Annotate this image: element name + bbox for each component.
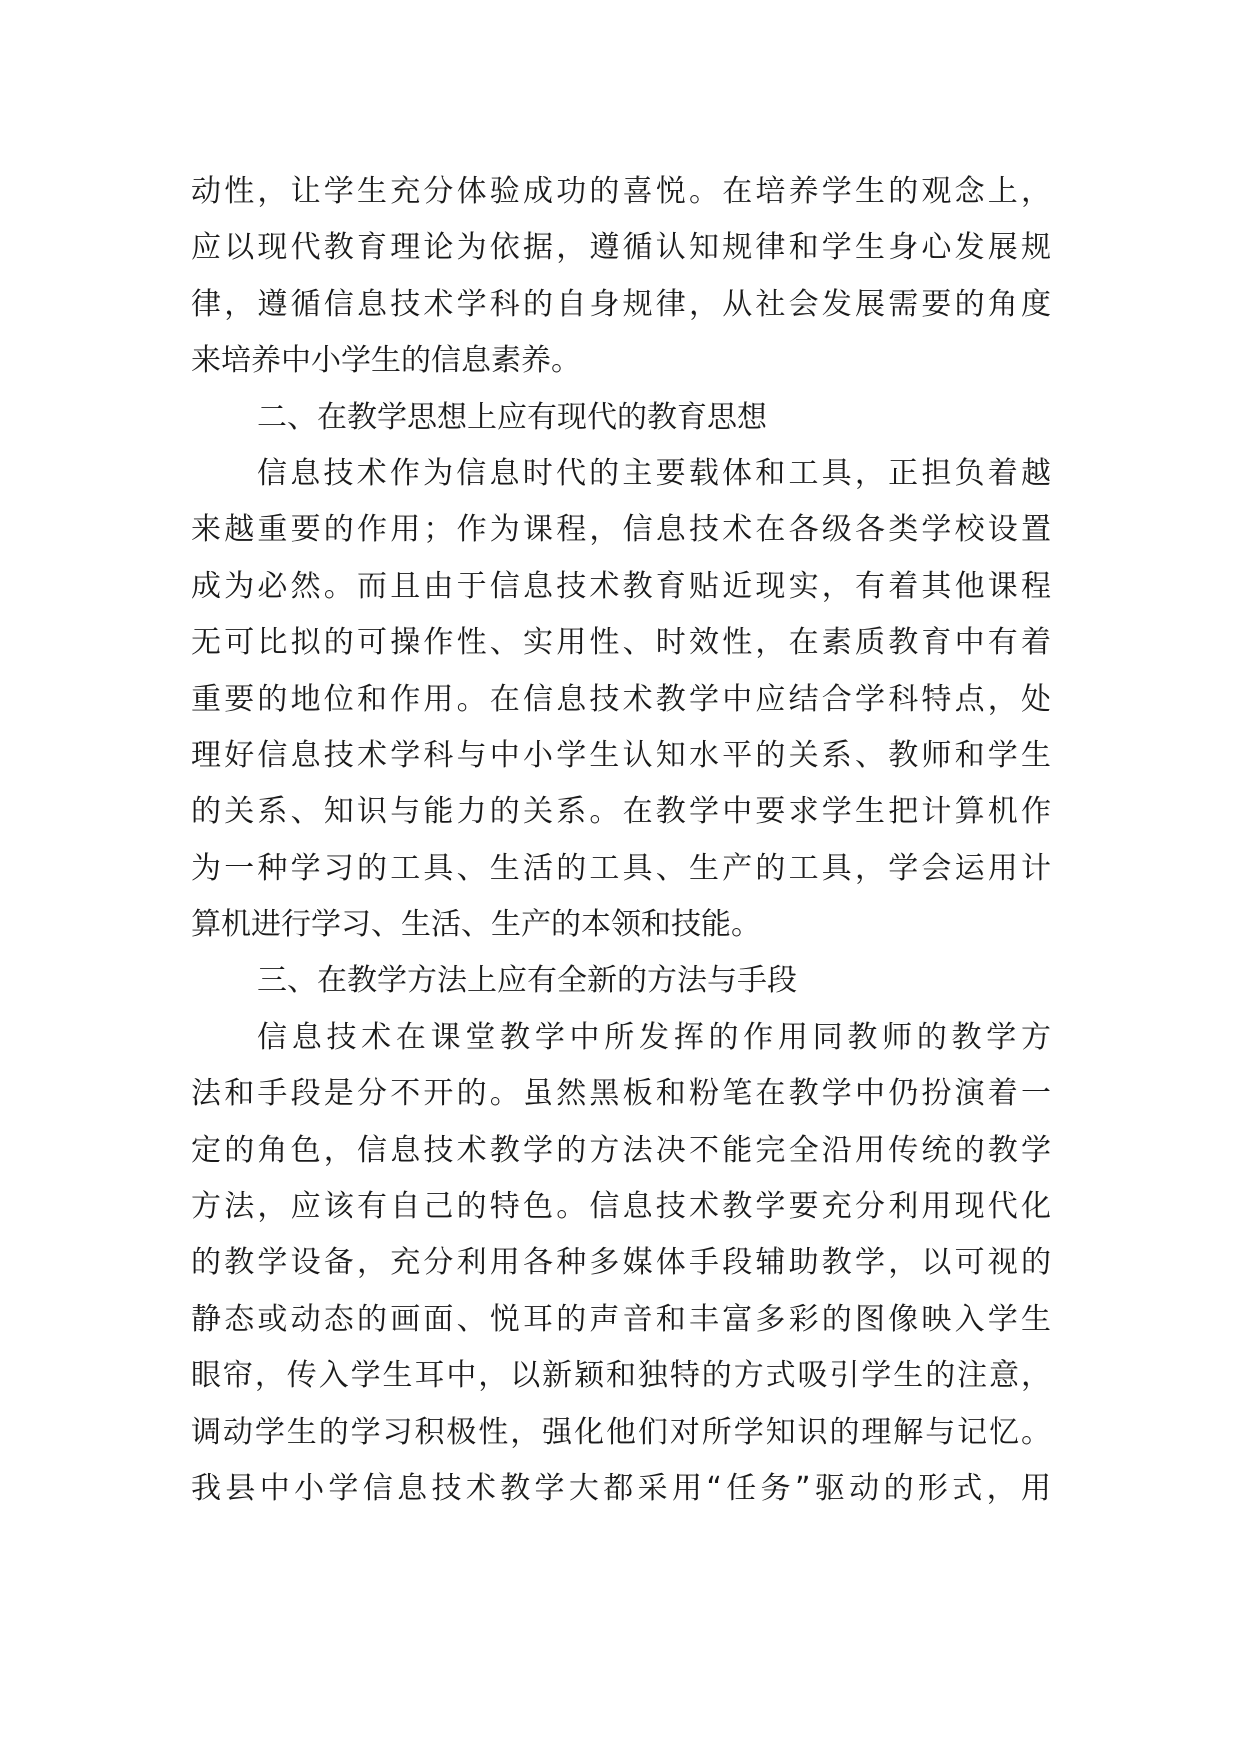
text-line: 算机进行学习、生活、生产的本领和技能。 [191,907,761,943]
text-line: 我县中小学信息技术教学大都采用“任务”驱动的形式，用 [191,1470,1051,1506]
text-line: 无可比拟的可操作性、实用性、时效性，在素质教育中有着 [191,625,1051,661]
text-line: 应以现代教育理论为依据，遵循认知规律和学生身心发展规 [191,230,1051,266]
text-line: 来培养中小学生的信息素养。 [191,343,581,379]
text-line: 信息技术在课堂教学中所发挥的作用同教师的教学方 [257,1019,1051,1055]
text-line: 三、在教学方法上应有全新的方法与手段 [257,963,797,999]
text-line: 法和手段是分不开的。虽然黑板和粉笔在教学中仍扮演着一 [191,1076,1051,1112]
text-line: 的教学设备，充分利用各种多媒体手段辅助教学，以可视的 [191,1245,1051,1281]
text-line: 理好信息技术学科与中小学生认知水平的关系、教师和学生 [191,737,1051,773]
text-line: 定的角色，信息技术教学的方法决不能完全沿用传统的教学 [191,1132,1051,1168]
text-line: 来越重要的作用；作为课程，信息技术在各级各类学校设置 [191,512,1051,548]
text-line: 重要的地位和作用。在信息技术教学中应结合学科特点，处 [191,681,1051,717]
text-line: 调动学生的学习积极性，强化他们对所学知识的理解与记忆。 [191,1414,1051,1450]
text-line: 为一种学习的工具、生活的工具、生产的工具，学会运用计 [191,850,1051,886]
text-line: 动性，让学生充分体验成功的喜悦。在培养学生的观念上， [191,174,1051,209]
text-line: 信息技术作为信息时代的主要载体和工具，正担负着越 [257,455,1051,491]
body-text [191,164,1051,1517]
text-line: 的关系、知识与能力的关系。在教学中要求学生把计算机作 [191,794,1051,830]
text-line: 成为必然。而且由于信息技术教育贴近现实，有着其他课程 [191,568,1051,604]
text-line: 律，遵循信息技术学科的自身规律，从社会发展需要的角度 [191,286,1051,322]
text-line: 眼帘，传入学生耳中，以新颖和独特的方式吸引学生的注意， [191,1358,1051,1394]
text-line: 静态或动态的画面、悦耳的声音和丰富多彩的图像映入学生 [191,1301,1051,1337]
text-line: 二、在教学思想上应有现代的教育思想 [257,399,767,435]
text-line: 方法，应该有自己的特色。信息技术教学要充分利用现代化 [191,1189,1051,1225]
